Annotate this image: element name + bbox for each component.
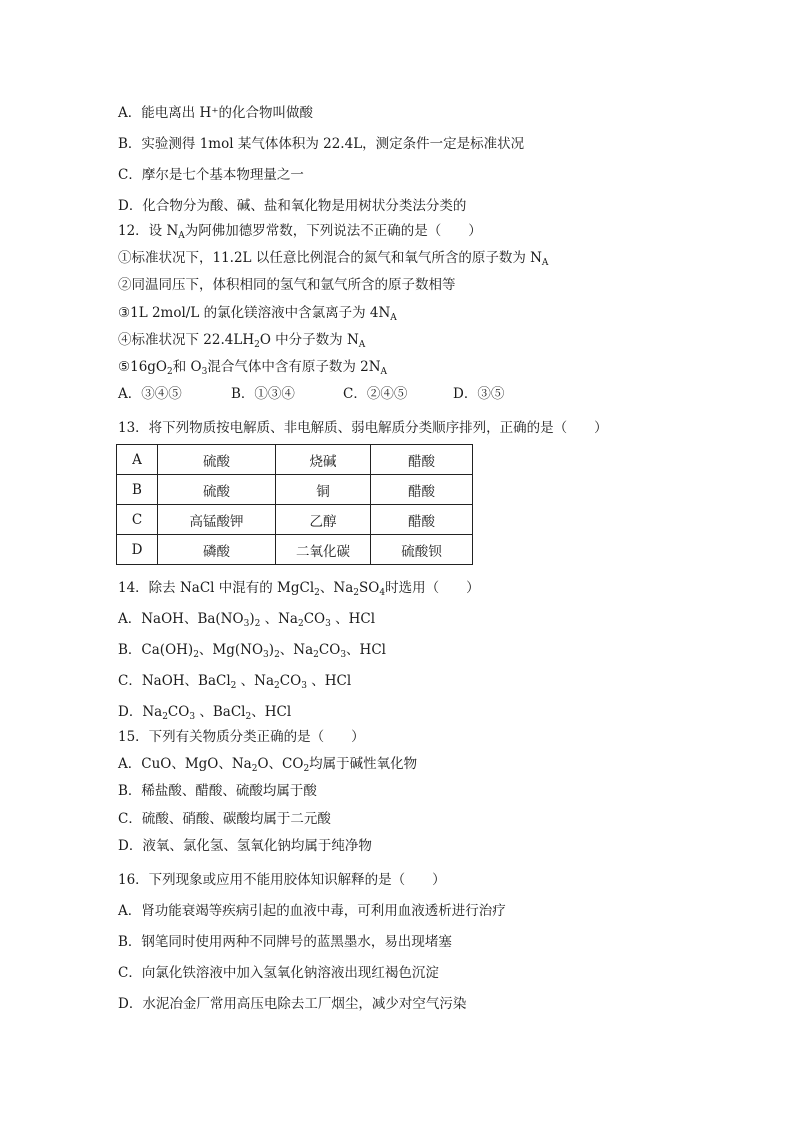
table-cell: A: [117, 445, 158, 475]
q12-statement-4: ④标准状况下 $22.4LH_2O$ 中分子数为 $N_A$: [118, 332, 366, 350]
table-cell: B: [117, 475, 158, 505]
q15-option-d: D．液氧、氯化氢、氢氧化钠均属于纯净物: [118, 838, 372, 854]
table-row: [117, 445, 473, 475]
q11-option-a: A．能电离出 H⁺的化合物叫做酸: [118, 105, 313, 121]
q15-option-b: B．稀盐酸、醋酸、硫酸均属于酸: [118, 783, 317, 799]
table-cell: 二氧化碳: [276, 535, 371, 565]
table-cell: C: [117, 505, 158, 535]
q16-stem: 16．下列现象或应用不能用胶体知识解释的是（ ）: [118, 872, 446, 888]
q12-statement-1: ①标准状况下，11.2L 以任意比例混合的氮气和氧气所含的原子数为 $N_A$: [118, 250, 549, 268]
table-cell: 铜: [276, 475, 371, 505]
table-row: [117, 505, 473, 535]
table-cell: 醋酸: [371, 505, 473, 535]
table-cell: 磷酸: [158, 535, 276, 565]
q12-option-c: C．②④⑤: [343, 386, 408, 402]
table-cell: D: [117, 535, 158, 565]
table-cell: 硫酸: [158, 445, 276, 475]
q15-option-a: A．CuO、MgO、$Na_2O$、$CO_2$均属于碱性氧化物: [118, 756, 418, 774]
table-cell: 醋酸: [371, 445, 473, 475]
q16-option-a: A．肾功能衰竭等疾病引起的血液中毒，可利用血液透析进行治疗: [118, 903, 506, 919]
q16-option-d: D．水泥冶金厂常用高压电除去工厂烟尘，减少对空气污染: [118, 996, 467, 1012]
q11-option-c: C．摩尔是七个基本物理量之一: [118, 167, 304, 183]
q13-table: [116, 444, 473, 565]
q11-option-b: B．实验测得 1mol 某气体体积为 22.4L，测定条件一定是标准状况: [118, 136, 525, 152]
q13-stem: 13．将下列物质按电解质、非电解质、弱电解质分类顺序排列，正确的是（ ）: [118, 420, 608, 436]
table-cell: 硫酸钡: [371, 535, 473, 565]
q14-stem: 14．除去 NaCl 中混有的 MgCl$_2$、$Na_2SO_4$时选用（ ）: [118, 580, 480, 598]
table-cell: 高锰酸钾: [158, 505, 276, 535]
table-cell: 醋酸: [371, 475, 473, 505]
q14-option-d: D．$Na_2CO_3$ 、BaCl$_2$、HCl: [118, 704, 292, 722]
table-cell: 硫酸: [158, 475, 276, 505]
q12-statement-5: $⑤16gO_2$和 $O_3$混合气体中含有原子数为 $2N_A$: [118, 359, 388, 377]
q15-option-c: C．硫酸、硝酸、碳酸均属于二元酸: [118, 811, 331, 827]
q12-statement-3: ③1L 2mol/L 的氯化镁溶液中含氯离子为 $4N_A$: [118, 305, 397, 323]
q15-stem: 15．下列有关物质分类正确的是（ ）: [118, 729, 365, 745]
q16-option-c: C．向氯化铁溶液中加入氢氧化钠溶液出现红褐色沉淀: [118, 965, 439, 981]
q11-option-d: D．化合物分为酸、碱、盐和氧化物是用树状分类法分类的: [118, 198, 467, 214]
q16-option-b: B．钢笔同时使用两种不同牌号的蓝黑墨水，易出现堵塞: [118, 934, 452, 950]
q14-option-b: B．$Ca(OH)_2$、$Mg(NO_3)_2$、$Na_2CO_3$、HCl: [118, 642, 386, 660]
q14-option-c: C．NaOH、BaCl$_2$ 、$Na_2CO_3$ 、HCl: [118, 673, 352, 691]
q12-option-a: A．③④⑤: [118, 386, 182, 402]
q12-option-b: B．①③④: [231, 386, 295, 402]
table-cell: 烧碱: [276, 445, 371, 475]
table-row: [117, 475, 473, 505]
q12-statement-2: ②同温同压下，体积相同的氢气和氩气所含的原子数相等: [118, 277, 456, 293]
q12-option-d: D．③⑤: [453, 386, 505, 402]
q14-option-a: A．NaOH、$Ba(NO_3)_2$ 、$Na_2CO_3$ 、HCl: [118, 611, 376, 629]
table-row: [117, 535, 473, 565]
q12-options: [118, 385, 504, 403]
q12-stem: 12．设 $N_A$为阿佛加德罗常数，下列说法不正确的是（ ）: [118, 223, 482, 241]
table-cell: 乙醇: [276, 505, 371, 535]
